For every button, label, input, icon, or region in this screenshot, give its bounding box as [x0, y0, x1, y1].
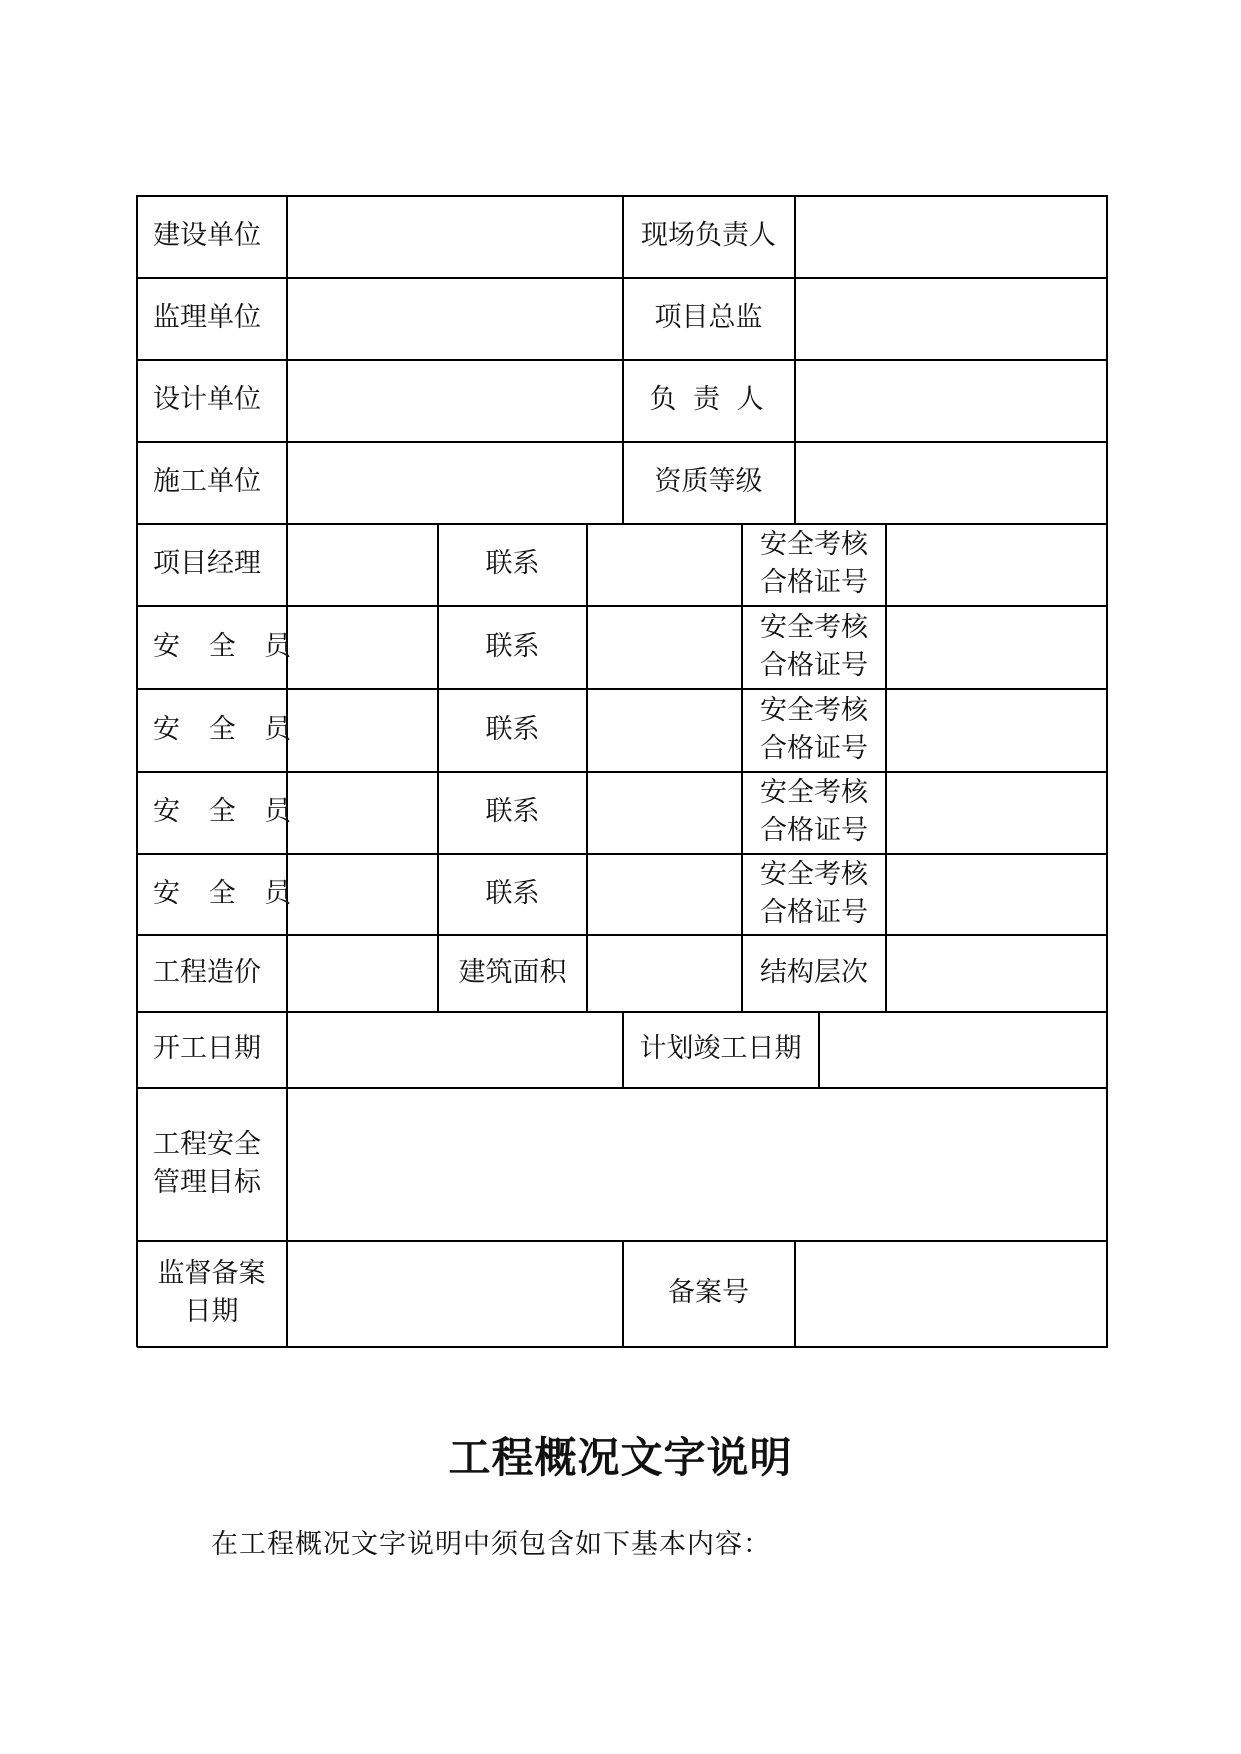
- contractor-unit-label: 施工单位: [153, 466, 261, 497]
- project-cost-field[interactable]: [288, 934, 437, 1011]
- safety-goal-field[interactable]: [288, 1087, 1106, 1240]
- safety-officer-label: 安 全 员: [153, 630, 302, 662]
- safety-cert-field[interactable]: [887, 688, 1106, 771]
- design-unit-field[interactable]: [288, 359, 622, 441]
- project-cost-label: 工程造价: [153, 956, 261, 988]
- contact-label: 联系: [485, 548, 540, 579]
- safety-cert-label: 安全考核 合格证号: [760, 858, 868, 928]
- chief-supervisor-field[interactable]: [796, 277, 1106, 359]
- contact-field[interactable]: [588, 605, 741, 688]
- safety-cert-label: 安全考核 合格证号: [760, 777, 868, 846]
- start-date-label: 开工日期: [153, 1033, 261, 1064]
- contact-field[interactable]: [588, 853, 741, 934]
- construction-unit-field[interactable]: [288, 195, 622, 277]
- safety-officer-field[interactable]: [288, 605, 437, 688]
- qualification-level-label: 资质等级: [654, 466, 763, 497]
- safety-officer-label: 安 全 员: [153, 877, 302, 909]
- safety-cert-field[interactable]: [887, 771, 1106, 853]
- design-responsible-field[interactable]: [796, 359, 1106, 441]
- filing-date-field[interactable]: [288, 1240, 622, 1346]
- contact-field[interactable]: [588, 688, 741, 771]
- filing-date-label: 监督备案 日期: [157, 1258, 266, 1327]
- qualification-level-field[interactable]: [796, 441, 1106, 523]
- building-area-field[interactable]: [588, 934, 741, 1011]
- planned-completion-field[interactable]: [820, 1011, 1106, 1087]
- start-date-field[interactable]: [288, 1011, 622, 1087]
- safety-goal-label: 工程安全 管理目标: [153, 1128, 261, 1198]
- contact-label: 联系: [485, 877, 540, 909]
- section-intro: 在工程概况文字说明中须包含如下基本内容：: [211, 1529, 771, 1560]
- structure-floors-label: 结构层次: [760, 956, 868, 988]
- contact-field[interactable]: [588, 771, 741, 853]
- safety-cert-label: 安全考核 合格证号: [760, 694, 868, 764]
- safety-officer-label: 安 全 员: [153, 713, 302, 745]
- construction-unit-label: 建设单位: [153, 220, 261, 251]
- table-border-right: [1106, 195, 1108, 1347]
- planned-completion-label: 计划竣工日期: [639, 1033, 802, 1064]
- site-manager-field[interactable]: [796, 195, 1106, 277]
- safety-cert-label: 安全考核 合格证号: [760, 529, 868, 598]
- design-responsible-label: 负 责 人: [649, 384, 768, 415]
- project-manager-label: 项目经理: [153, 548, 261, 579]
- safety-officer-field[interactable]: [288, 853, 437, 934]
- safety-officer-field[interactable]: [288, 688, 437, 771]
- building-area-label: 建筑面积: [458, 956, 567, 988]
- safety-officer-label: 安 全 员: [153, 796, 302, 827]
- contact-label: 联系: [485, 796, 540, 827]
- design-unit-label: 设计单位: [153, 384, 261, 415]
- contact-field[interactable]: [588, 523, 741, 605]
- structure-floors-field[interactable]: [887, 934, 1106, 1011]
- contractor-unit-field[interactable]: [288, 441, 622, 523]
- safety-cert-label: 安全考核 合格证号: [760, 611, 868, 681]
- filing-number-label: 备案号: [668, 1277, 749, 1308]
- filing-number-field[interactable]: [796, 1240, 1106, 1346]
- site-manager-label: 现场负责人: [641, 220, 776, 251]
- section-title: 工程概况文字说明: [448, 1433, 793, 1482]
- project-manager-field[interactable]: [288, 523, 437, 605]
- safety-cert-field[interactable]: [887, 853, 1106, 934]
- safety-cert-field[interactable]: [887, 605, 1106, 688]
- safety-cert-field[interactable]: [887, 523, 1106, 605]
- chief-supervisor-label: 项目总监: [654, 302, 763, 333]
- contact-label: 联系: [485, 630, 540, 662]
- contact-label: 联系: [485, 713, 540, 745]
- safety-officer-field[interactable]: [288, 771, 437, 853]
- supervision-unit-label: 监理单位: [153, 302, 261, 333]
- supervision-unit-field[interactable]: [288, 277, 622, 359]
